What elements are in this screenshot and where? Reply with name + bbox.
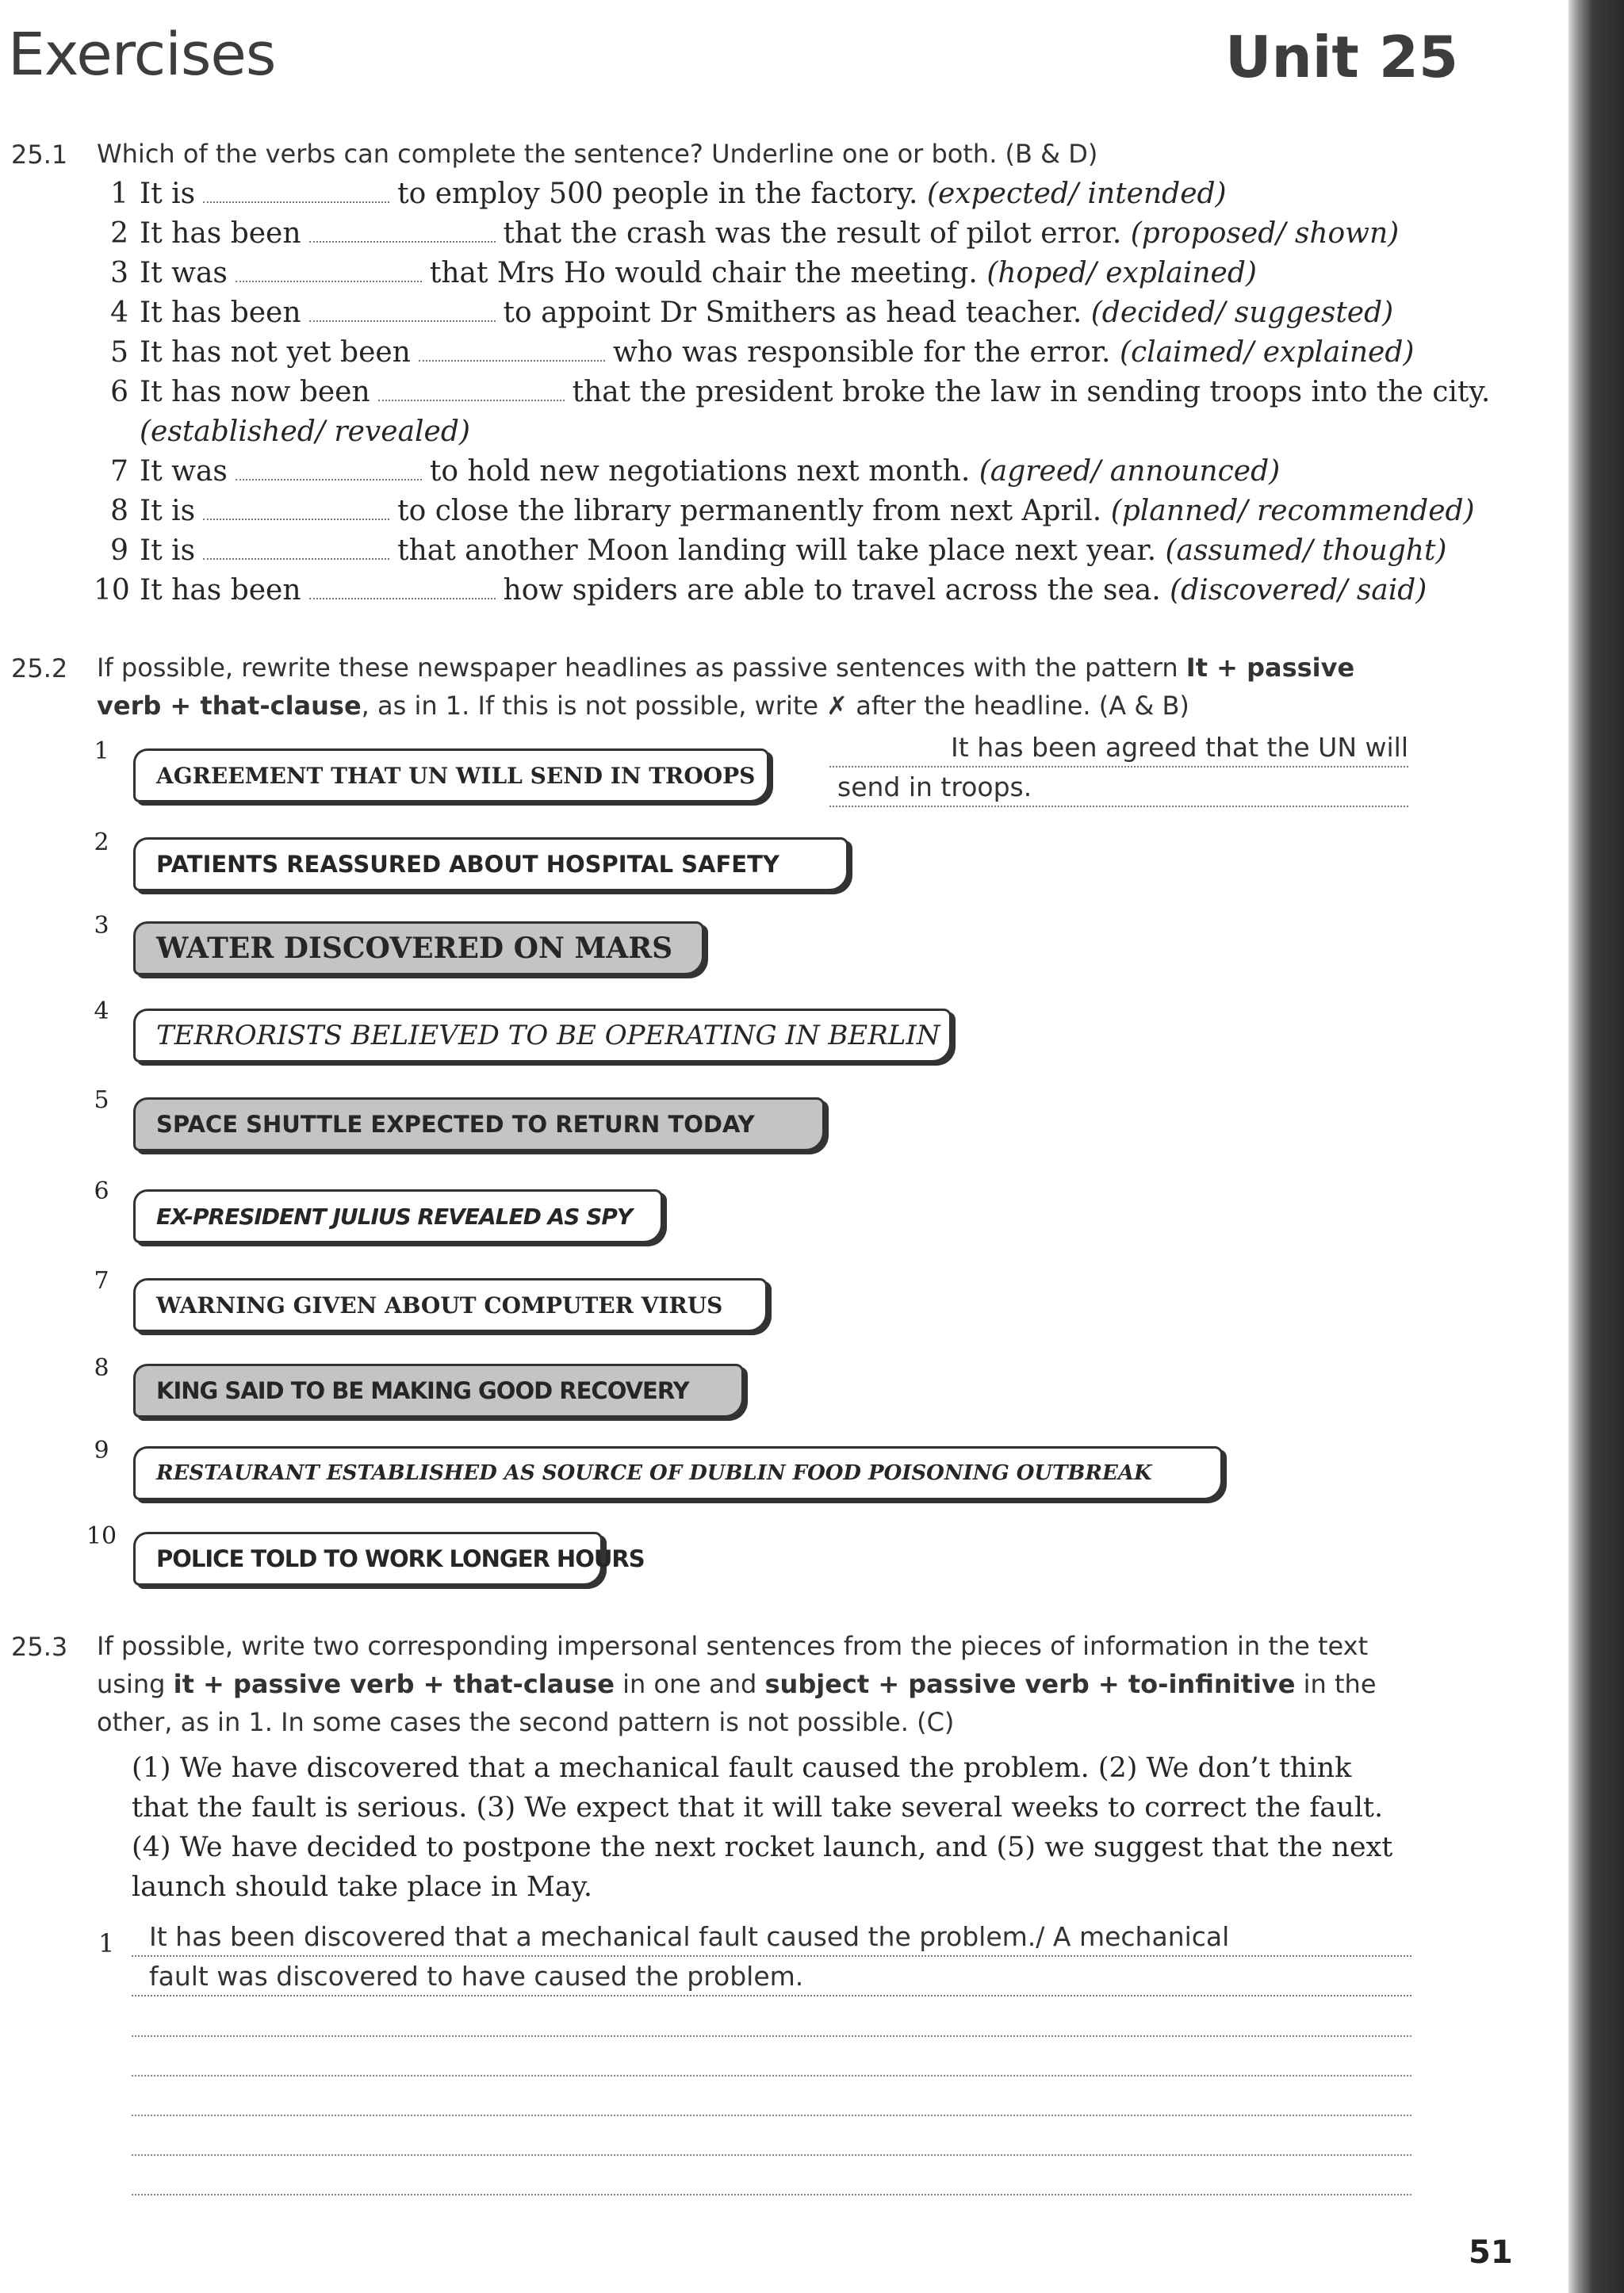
blank-answer-line[interactable] bbox=[132, 2154, 1411, 2156]
item-number: 6 bbox=[110, 376, 128, 408]
headline-banner: SPACE SHUTTLE EXPECTED TO RETURN TODAY bbox=[133, 1097, 825, 1151]
headline-banner: AGREEMENT THAT UN WILL SEND IN TROOPS bbox=[133, 748, 769, 802]
item-number: 5 bbox=[110, 336, 128, 369]
exercise-item bbox=[94, 492, 1475, 531]
verb-options[interactable]: (agreed/ announced) bbox=[979, 455, 1281, 488]
verb-options[interactable]: (established/ revealed) bbox=[140, 415, 470, 448]
headline-number: 1 bbox=[94, 737, 109, 765]
item-text: It was bbox=[140, 257, 228, 289]
answer-line[interactable]: It has been discovered that a mechanical fault caused the problem./ A mechanical bbox=[132, 1919, 1411, 1957]
item-text: to close the library permanently from next April. bbox=[397, 495, 1102, 527]
headline-number: 6 bbox=[94, 1177, 109, 1205]
headline-banner: EX-PRESIDENT JULIUS REVEALED AS SPY bbox=[133, 1189, 663, 1243]
exercise-item bbox=[94, 571, 1427, 611]
gap-blank[interactable] bbox=[419, 338, 605, 362]
item-text: It has been bbox=[140, 217, 301, 250]
verb-options[interactable]: (expected/ intended) bbox=[926, 178, 1227, 210]
exercise-item bbox=[94, 373, 1490, 412]
gap-blank[interactable] bbox=[309, 219, 496, 243]
item-text: It has been bbox=[140, 574, 301, 607]
unit-label: Unit 25 bbox=[1225, 24, 1459, 90]
item-number: 1 bbox=[110, 178, 128, 210]
verb-options[interactable]: (proposed/ shown) bbox=[1130, 217, 1400, 250]
headline-banner: WATER DISCOVERED ON MARS bbox=[133, 921, 704, 975]
headline-number: 5 bbox=[94, 1086, 109, 1114]
item-number: 10 bbox=[94, 574, 130, 607]
page-number: 51 bbox=[1469, 2234, 1513, 2271]
exercise-item bbox=[94, 174, 1227, 214]
gap-blank[interactable] bbox=[203, 179, 389, 203]
item-text: to hold new negotiations next month. bbox=[429, 455, 971, 488]
headline-number: 9 bbox=[94, 1437, 109, 1464]
blank-answer-line[interactable] bbox=[132, 2194, 1411, 2195]
answer-line[interactable]: send in troops. bbox=[829, 769, 1408, 807]
headline-number: 4 bbox=[94, 997, 109, 1025]
item-text: that the president broke the law in sending troops into the city. bbox=[572, 376, 1491, 408]
gap-blank[interactable] bbox=[378, 377, 565, 401]
exercise-number-25-1: 25.1 bbox=[11, 140, 68, 170]
exercise-number-25-2: 25.2 bbox=[11, 653, 68, 683]
gap-blank[interactable] bbox=[203, 536, 389, 560]
item-text: to employ 500 people in the factory. bbox=[397, 178, 918, 210]
blank-answer-line[interactable] bbox=[132, 2115, 1411, 2116]
item-text: It is bbox=[140, 534, 196, 567]
item-text: It is bbox=[140, 495, 196, 527]
headline-banner: RESTAURANT ESTABLISHED AS SOURCE OF DUBLIN FOOD POISONING OUTBREAK bbox=[133, 1446, 1223, 1500]
item-number: 2 bbox=[110, 217, 128, 250]
exercise-item bbox=[94, 452, 1280, 492]
headline-number: 10 bbox=[86, 1522, 117, 1550]
blank-answer-line[interactable] bbox=[132, 2075, 1411, 2077]
item-number: 7 bbox=[110, 455, 128, 488]
gap-blank[interactable] bbox=[236, 258, 422, 282]
exercise-number-25-3: 25.3 bbox=[11, 1632, 68, 1662]
item-text: that Mrs Ho would chair the meeting. bbox=[429, 257, 978, 289]
verb-options[interactable]: (planned/ recommended) bbox=[1110, 495, 1475, 527]
blank-answer-line[interactable] bbox=[132, 2035, 1411, 2037]
item-text: It has now been bbox=[140, 376, 370, 408]
item-text: who was responsible for the error. bbox=[612, 336, 1111, 369]
item-number: 9 bbox=[110, 534, 128, 567]
exercise-item bbox=[94, 333, 1414, 373]
page-title: Exercises bbox=[8, 21, 276, 89]
verb-options[interactable]: (claimed/ explained) bbox=[1119, 336, 1415, 369]
exercise-instruction-25-3: If possible, write two corresponding impersonal sentences from the pieces of information in the text using it + passive verb + that-clause in one and subject + passive verb + to-infinitive in the other, as in 1. In some cases the second pattern is not possible. (C) bbox=[97, 1631, 1377, 1737]
verb-options[interactable]: (assumed/ thought) bbox=[1165, 534, 1447, 567]
item-text: It was bbox=[140, 455, 228, 488]
item-number: 4 bbox=[110, 297, 128, 329]
gap-blank[interactable] bbox=[203, 496, 389, 520]
item-number: 3 bbox=[110, 257, 128, 289]
answer-number: 1 bbox=[98, 1928, 115, 1958]
exercise-25-3-text: (1) We have discovered that a mechanical fault caused the problem. (2) We don’t think that the fault is serious. (3) We expect that it will take several weeks to correct the fault. (4) We have decided to postpone the next rocket launch, and (5) we suggest that the next launch should take place in May. bbox=[132, 1752, 1393, 1903]
headline-banner: POLICE TOLD TO WORK LONGER HOURS bbox=[133, 1532, 603, 1586]
page-binding-edge bbox=[1568, 0, 1624, 2293]
item-text: how spiders are able to travel across the sea. bbox=[503, 574, 1161, 607]
verb-options[interactable]: (decided/ suggested) bbox=[1090, 297, 1394, 329]
headline-number: 3 bbox=[94, 912, 109, 940]
verb-options[interactable]: (hoped/ explained) bbox=[986, 257, 1257, 289]
headline-banner: PATIENTS REASSURED ABOUT HOSPITAL SAFETY bbox=[133, 837, 848, 891]
gap-blank[interactable] bbox=[309, 576, 496, 599]
exercise-instruction-25-2: If possible, rewrite these newspaper headlines as passive sentences with the pattern It + passive verb + that-clause, as in 1. If this is not possible, write ✗ after the headline. (A & B) bbox=[97, 653, 1355, 721]
exercise-item bbox=[94, 293, 1393, 333]
gap-blank[interactable] bbox=[236, 457, 422, 480]
headline-banner: WARNING GIVEN ABOUT COMPUTER VIRUS bbox=[133, 1278, 768, 1332]
exercise-item bbox=[94, 412, 470, 452]
exercise-item bbox=[94, 531, 1446, 571]
exercise-item bbox=[94, 214, 1399, 254]
headline-number: 2 bbox=[94, 829, 109, 856]
headline-banner: KING SAID TO BE MAKING GOOD RECOVERY bbox=[133, 1364, 744, 1418]
item-text: It has been bbox=[140, 297, 301, 329]
exercise-instruction-25-1: Which of the verbs can complete the sentence? Underline one or both. (B & D) bbox=[97, 139, 1098, 169]
item-text: that another Moon landing will take place next year. bbox=[397, 534, 1157, 567]
item-text: that the crash was the result of pilot error. bbox=[503, 217, 1122, 250]
verb-options[interactable]: (discovered/ said) bbox=[1170, 574, 1427, 607]
headline-banner: TERRORISTS BELIEVED TO BE OPERATING IN BERLIN bbox=[133, 1009, 952, 1062]
item-text: to appoint Dr Smithers as head teacher. bbox=[503, 297, 1082, 329]
headline-number: 7 bbox=[94, 1267, 109, 1295]
item-number: 8 bbox=[110, 495, 128, 527]
headline-number: 8 bbox=[94, 1354, 109, 1382]
item-text: It is bbox=[140, 178, 196, 210]
exercise-item bbox=[94, 254, 1257, 293]
answer-line[interactable]: fault was discovered to have caused the problem. bbox=[132, 1958, 1411, 1996]
answer-line[interactable]: It has been agreed that the UN will bbox=[829, 729, 1408, 768]
gap-blank[interactable] bbox=[309, 298, 496, 322]
item-text: It has not yet been bbox=[140, 336, 411, 369]
